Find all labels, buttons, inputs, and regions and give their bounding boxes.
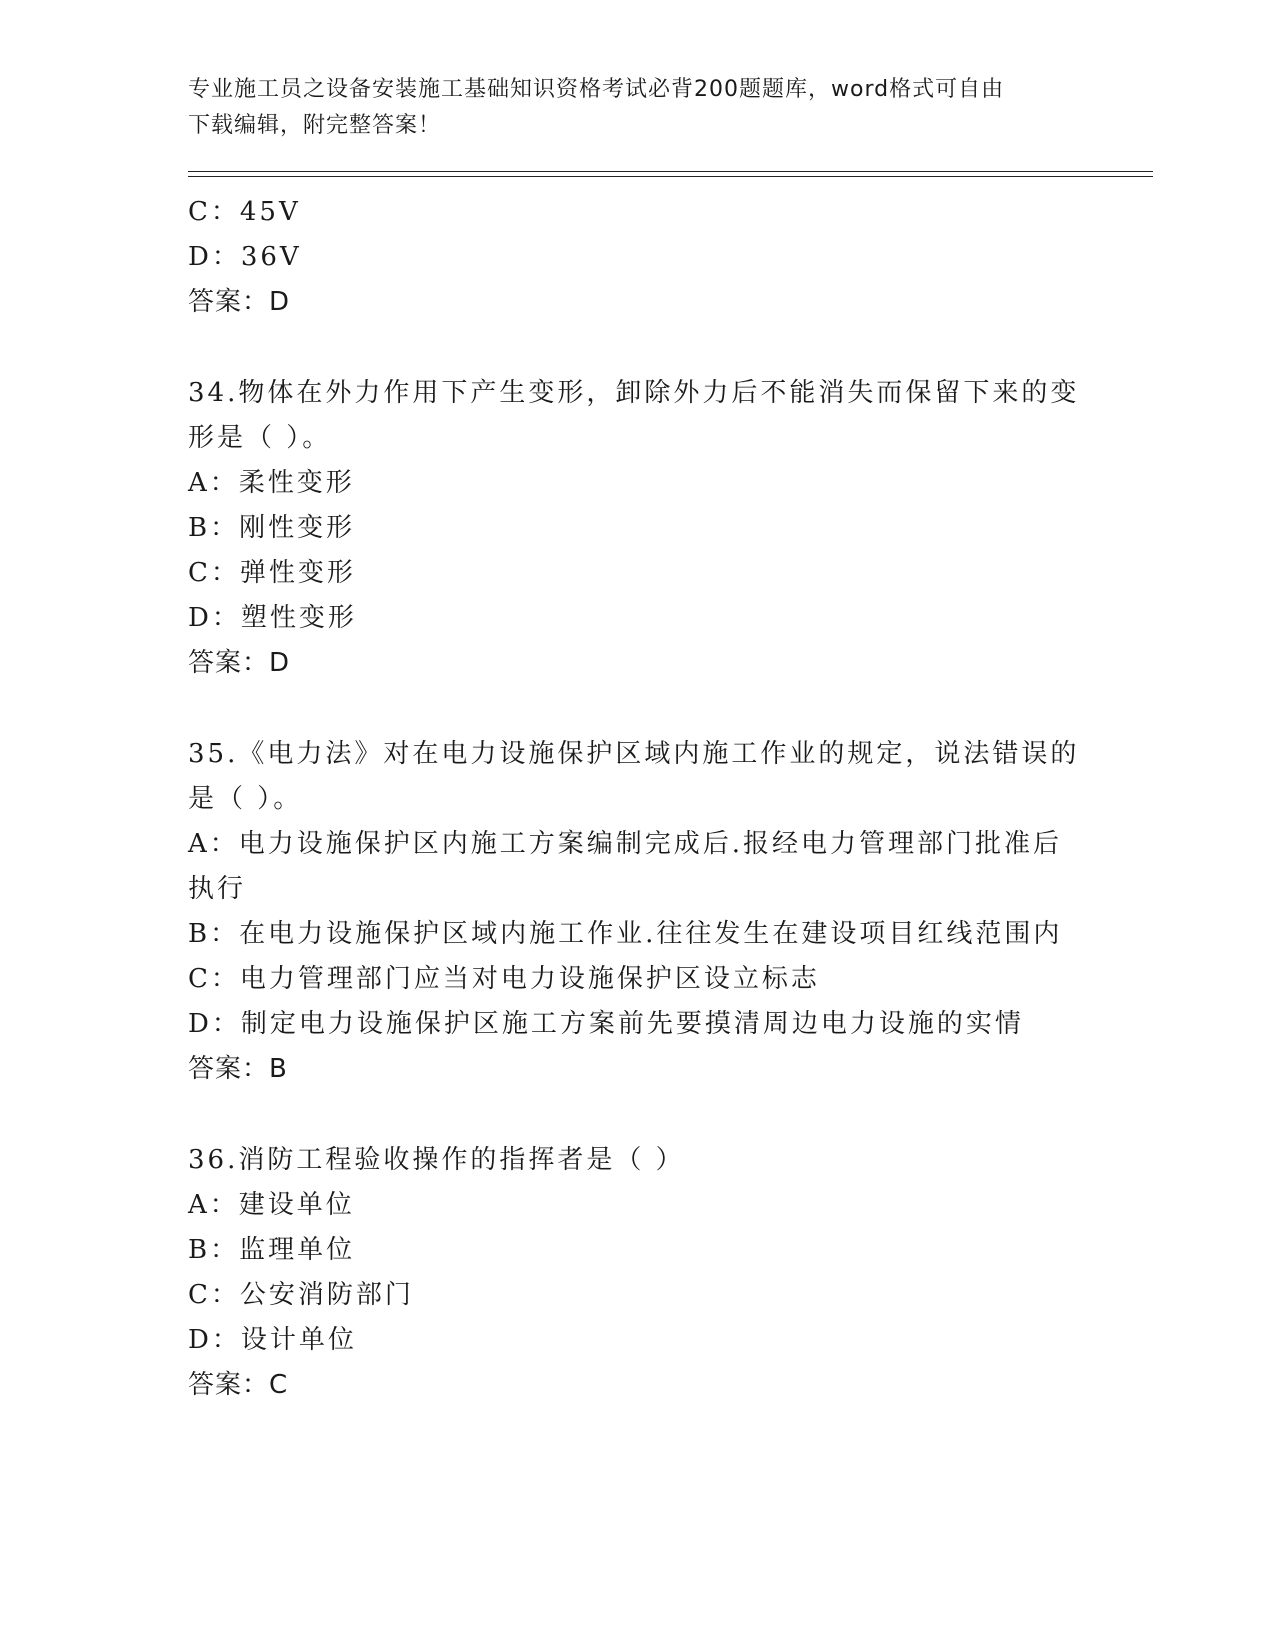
option-a: A：电力设施保护区内施工方案编制完成后.报经电力管理部门批准后 bbox=[188, 829, 1063, 859]
option-d: D：塑性变形 bbox=[188, 603, 357, 633]
question-stem-line: 形是（ ）。 bbox=[188, 423, 332, 453]
question-stem-line: 35.《电力法》对在电力设施保护区域内施工作业的规定，说法错误的 bbox=[188, 739, 1080, 769]
option-a: A：建设单位 bbox=[188, 1190, 355, 1220]
question-36 bbox=[188, 1138, 1088, 1408]
option-d: D：制定电力设施保护区施工方案前先要摸清周边电力设施的实情 bbox=[188, 1009, 1024, 1039]
prev-question-tail bbox=[188, 190, 1088, 325]
question-34 bbox=[188, 371, 1088, 686]
question-list bbox=[188, 190, 1088, 1408]
header-rule-top bbox=[188, 171, 1153, 172]
option-d: D：36V bbox=[188, 242, 302, 272]
answer-line: 答案：C bbox=[188, 1370, 289, 1400]
header-rule-bottom bbox=[188, 176, 1153, 177]
question-stem-line: 36.消防工程验收操作的指挥者是（ ） bbox=[188, 1145, 685, 1175]
option-a-continued: 执行 bbox=[188, 874, 247, 904]
question-35 bbox=[188, 732, 1088, 1092]
header-line-2: 下载编辑，附完整答案！ bbox=[188, 113, 442, 138]
option-c: C：45V bbox=[188, 197, 301, 227]
option-c: C：公安消防部门 bbox=[188, 1280, 414, 1310]
answer-line: 答案：D bbox=[188, 648, 291, 678]
option-b: B：刚性变形 bbox=[188, 513, 356, 543]
header-line-1: 专业施工员之设备安装施工基础知识资格考试必背200题题库，word格式可自由 bbox=[188, 77, 1005, 102]
answer-line: 答案：D bbox=[188, 287, 291, 317]
option-b: B：在电力设施保护区域内施工作业.往往发生在建设项目红线范围内 bbox=[188, 919, 1063, 949]
option-c: C：弹性变形 bbox=[188, 558, 356, 588]
question-stem-line: 34.物体在外力作用下产生变形，卸除外力后不能消失而保留下来的变 bbox=[188, 378, 1080, 408]
document-header bbox=[188, 72, 1078, 144]
answer-line: 答案：B bbox=[188, 1054, 288, 1084]
question-stem-line: 是（ ）。 bbox=[188, 784, 303, 814]
option-a: A：柔性变形 bbox=[188, 468, 355, 498]
option-c: C：电力管理部门应当对电力设施保护区设立标志 bbox=[188, 964, 820, 994]
option-d: D：设计单位 bbox=[188, 1325, 357, 1355]
option-b: B：监理单位 bbox=[188, 1235, 356, 1265]
